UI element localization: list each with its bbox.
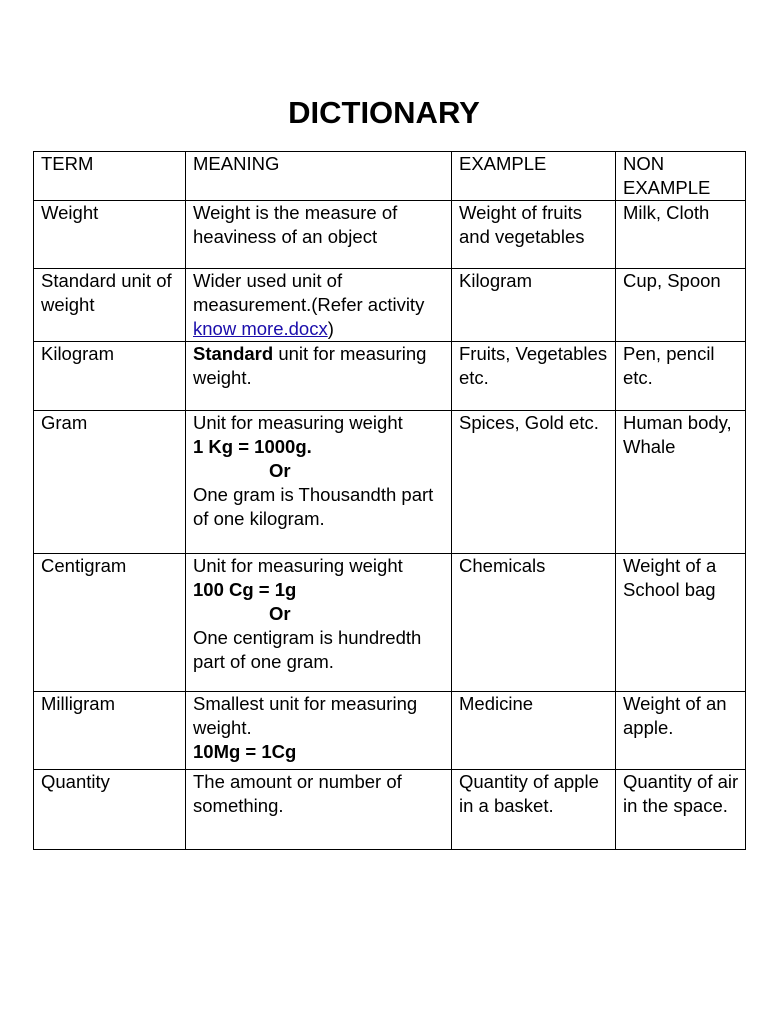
- meaning-cell: [186, 269, 452, 342]
- example-cell: Fruits, Vegetables etc.: [452, 342, 616, 411]
- page-title: DICTIONARY: [288, 95, 480, 130]
- non-example-cell: Human body, Whale: [616, 411, 746, 554]
- non-example-cell: Milk, Cloth: [616, 201, 746, 269]
- table-row: [34, 554, 746, 692]
- table-row: [34, 269, 746, 342]
- meaning-text: Unit for measuring weight: [193, 412, 403, 433]
- non-example-cell: Weight of a School bag: [616, 554, 746, 692]
- non-example-cell: Cup, Spoon: [616, 269, 746, 342]
- example-cell: Spices, Gold etc.: [452, 411, 616, 554]
- meaning-text: One centigram is hundredth part of one gram.: [193, 627, 422, 672]
- meaning-text: Unit for measuring weight: [193, 555, 403, 576]
- meaning-or: Or: [269, 460, 291, 481]
- meaning-text: Wider used unit of measurement.(Refer activity: [193, 270, 425, 315]
- term-cell: Gram: [34, 411, 186, 554]
- meaning-cell: [186, 342, 452, 411]
- column-header-non-example: NON EXAMPLE: [616, 152, 746, 201]
- know-more-doc-link[interactable]: know more.docx: [193, 318, 328, 339]
- meaning-formula: 100 Cg = 1g: [193, 579, 297, 600]
- term-cell: Quantity: [34, 770, 186, 850]
- table-row: [34, 342, 746, 411]
- column-header-example: EXAMPLE: [452, 152, 616, 201]
- non-example-cell: Quantity of air in the space.: [616, 770, 746, 850]
- meaning-cell: [186, 692, 452, 770]
- meaning-cell: The amount or number of something.: [186, 770, 452, 850]
- dictionary-table: [33, 151, 746, 850]
- table-header-row: [34, 152, 746, 201]
- term-cell: Kilogram: [34, 342, 186, 411]
- meaning-cell: Weight is the measure of heaviness of an object: [186, 201, 452, 269]
- example-cell: Kilogram: [452, 269, 616, 342]
- non-example-cell: Weight of an apple.: [616, 692, 746, 770]
- term-cell: Centigram: [34, 554, 186, 692]
- table-row: [34, 201, 746, 269]
- meaning-formula: 10Mg = 1Cg: [193, 741, 297, 762]
- column-header-meaning: MEANING: [186, 152, 452, 201]
- example-cell: Chemicals: [452, 554, 616, 692]
- meaning-closing-paren: ): [327, 318, 334, 339]
- term-cell: Weight: [34, 201, 186, 269]
- meaning-text: unit for measuring weight.: [193, 343, 427, 388]
- meaning-cell: [186, 554, 452, 692]
- example-cell: Medicine: [452, 692, 616, 770]
- meaning-text: Smallest unit for measuring weight.: [193, 693, 418, 738]
- example-cell: Quantity of apple in a basket.: [452, 770, 616, 850]
- table-row: [34, 770, 746, 850]
- meaning-bold-word: Standard: [193, 343, 274, 364]
- column-header-term: TERM: [34, 152, 186, 201]
- table-row: [34, 411, 746, 554]
- meaning-cell: [186, 411, 452, 554]
- table-row: [34, 692, 746, 770]
- non-example-cell: Pen, pencil etc.: [616, 342, 746, 411]
- meaning-text: One gram is Thousandth part of one kilogram.: [193, 484, 434, 529]
- meaning-formula: 1 Kg = 1000g.: [193, 436, 312, 457]
- term-cell: Standard unit of weight: [34, 269, 186, 342]
- term-cell: Milligram: [34, 692, 186, 770]
- example-cell: Weight of fruits and vegetables: [452, 201, 616, 269]
- meaning-or: Or: [269, 603, 291, 624]
